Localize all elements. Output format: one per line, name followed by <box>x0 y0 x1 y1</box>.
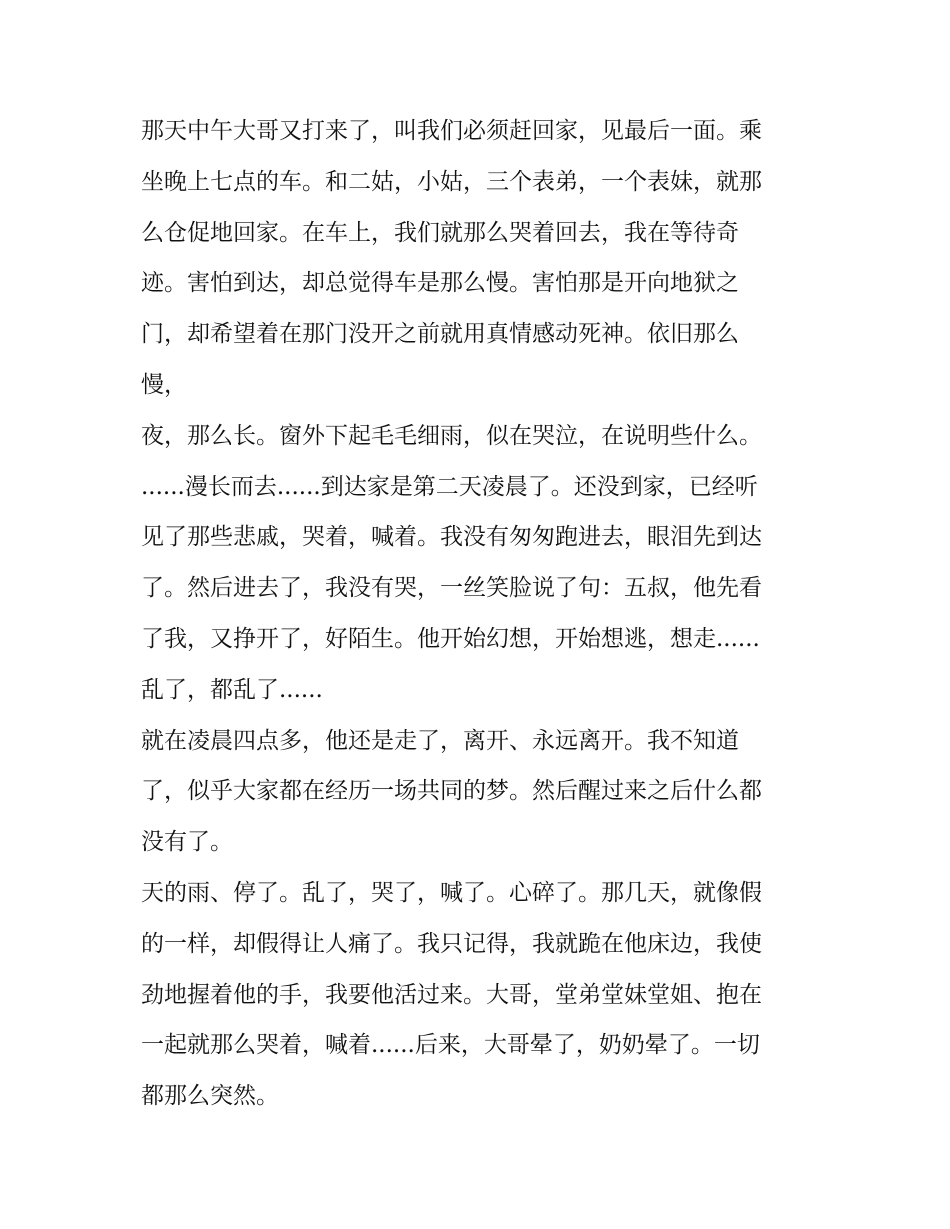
text-line-13: 就在凌晨四点多，他还是走了，离开、永远离开。我不知道 <box>141 727 739 754</box>
text-line-19: 一起就那么哭着，喊着......后来，大哥晕了，奶奶晕了。一切 <box>141 1032 760 1059</box>
body-text <box>141 106 821 1122</box>
text-line-12: 乱了，都乱了...... <box>141 676 323 703</box>
text-line-11: 了我，又挣开了，好陌生。他开始幻想，开始想逃，想走...... <box>141 625 760 652</box>
text-line-3: 么仓促地回家。在车上，我们就那么哭着回去，我在等待奇 <box>141 219 739 246</box>
text-line-2: 坐晚上七点的车。和二姑，小姑，三个表弟，一个表妹，就那 <box>141 168 762 195</box>
text-line-15: 没有了。 <box>141 829 233 856</box>
text-line-10: 了。然后进去了，我没有哭，一丝笑脸说了句：五叔，他先看 <box>141 575 762 602</box>
text-line-17: 的一样，却假得让人痛了。我只记得，我就跪在他床边，我使 <box>141 930 762 957</box>
text-line-9: 见了那些悲戚，哭着，喊着。我没有匆匆跑进去，眼泪先到达 <box>141 524 762 551</box>
text-line-18: 劲地握着他的手，我要他活过来。大哥，堂弟堂妹堂姐、抱在 <box>141 981 762 1008</box>
text-line-6: 慢， <box>141 371 187 398</box>
text-line-8: ......漫长而去......到达家是第二天凌晨了。还没到家，已经听 <box>141 473 758 500</box>
text-line-14: 了，似乎大家都在经历一场共同的梦。然后醒过来之后什么都 <box>141 778 762 805</box>
text-line-1: 那天中午大哥又打来了，叫我们必须赶回家，见最后一面。乘 <box>141 118 762 144</box>
text-line-20: 都那么突然。 <box>141 1083 279 1110</box>
text-line-7: 夜，那么长。窗外下起毛毛细雨，似在哭泣，在说明些什么。 <box>141 422 762 449</box>
text-line-4: 迹。害怕到达，却总觉得车是那么慢。害怕那是开向地狱之 <box>141 270 739 297</box>
text-line-5: 门，却希望着在那门没开之前就用真情感动死神。依旧那么 <box>141 321 739 348</box>
text-line-16: 天的雨、停了。乱了，哭了，喊了。心碎了。那几天，就像假 <box>141 879 762 906</box>
